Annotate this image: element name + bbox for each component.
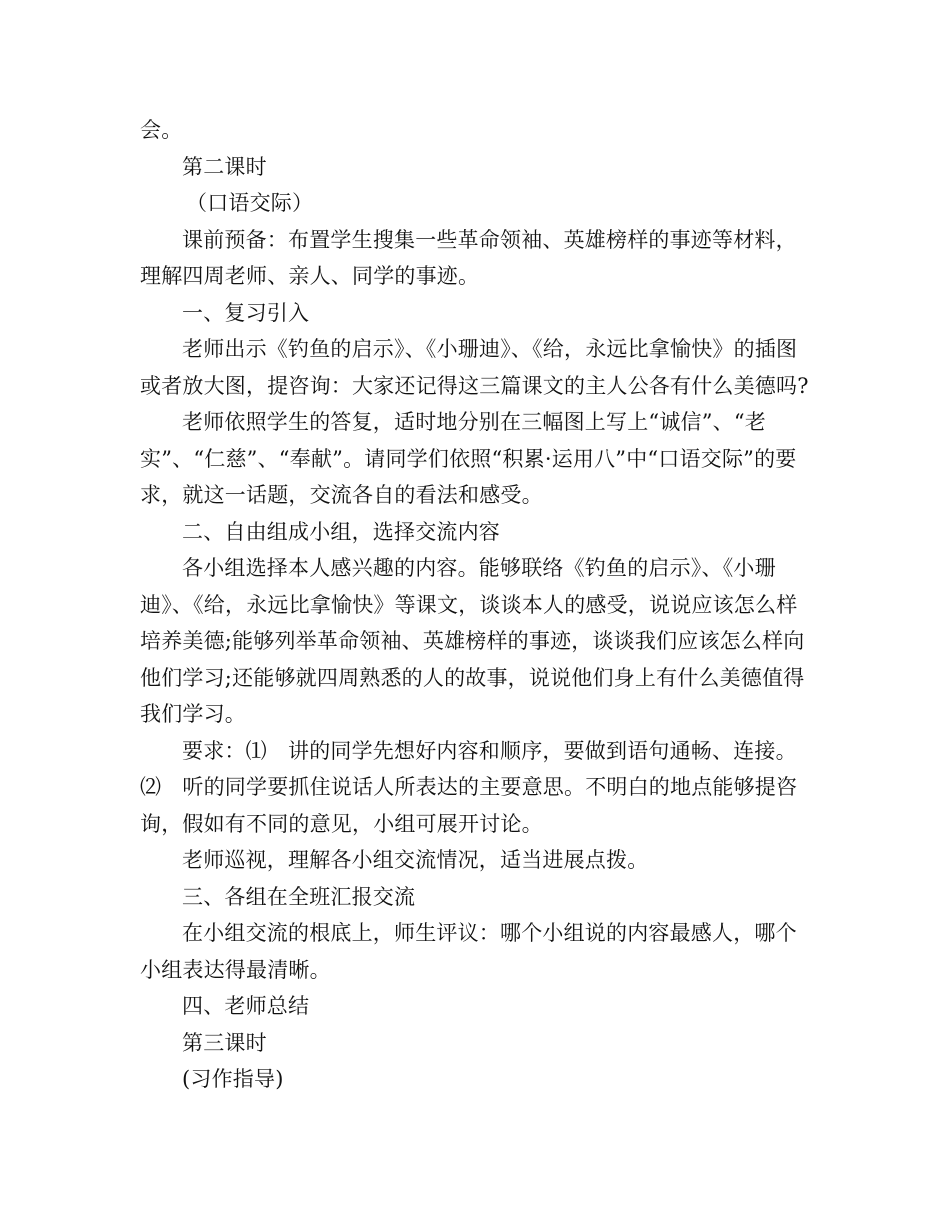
lesson-heading-second: 第二课时 (182, 154, 267, 179)
section-heading-review: 一、复习引入 (182, 300, 310, 325)
paragraph-requirements: 要求：⑴ 讲的同学先想好内容和顺序，要做到语句通畅、连接。⑵ 听的同学要抓住说话人所表达的主要意思。不明白的地点能够提咨询，假如有不同的意见，小组可展开讨论。 (140, 738, 798, 836)
section-heading-summary: 四、老师总结 (182, 994, 310, 1018)
paragraph-teacher-writes: 老师依照学生的答复，适时地分别在三幅图上写上“诚信”、“老实”、“仁慈”、“奉献”。请同学们依照“积累·运用八”中“口语交际”的要求，就这一话题，交流各自的看法和感受。 (140, 410, 797, 507)
document-body (140, 112, 815, 1098)
paragraph-continuation: 会。 (140, 118, 183, 142)
lesson-subheading-writing: (习作指导) (182, 1067, 284, 1091)
section-heading-report: 三、各组在全班汇报交流 (182, 884, 416, 909)
paragraph-preparation: 课前预备：布置学生搜集一些革命领袖、英雄榜样的事迹等材料，理解四周老师、亲人、同学的事迹。 (140, 227, 797, 288)
paragraph-teacher-tours: 老师巡视，理解各小组交流情况，适当进展点拨。 (182, 848, 649, 872)
paragraph-teacher-shows: 老师出示《钓鱼的启示》、《小珊迪》、《给，永远比拿愉快》的插图或者放大图，提咨询：大家还记得这三篇课文的主人公各有什么美德吗? (140, 337, 809, 398)
paragraph-evaluation: 在小组交流的根底上，师生评议：哪个小组说的内容最感人，哪个小组表达得最清晰。 (140, 921, 797, 982)
lesson-subheading-oral: （口语交际） (186, 191, 314, 215)
paragraph-group-topics: 各小组选择本人感兴趣的内容。能够联络《钓鱼的启示》、《小珊迪》、《给，永远比拿愉快》等课文，谈谈本人的感受，说说应该怎么样培养美德;能够列举革命领袖、英雄榜样的事迹，谈谈我们应该怎么样向他们学习;还能够就四周熟悉的人的故事，说说他们身上有什么美德值得我们学习。 (140, 556, 805, 726)
section-heading-groups: 二、自由组成小组，选择交流内容 (182, 519, 500, 544)
lesson-heading-third: 第三课时 (182, 1030, 267, 1055)
